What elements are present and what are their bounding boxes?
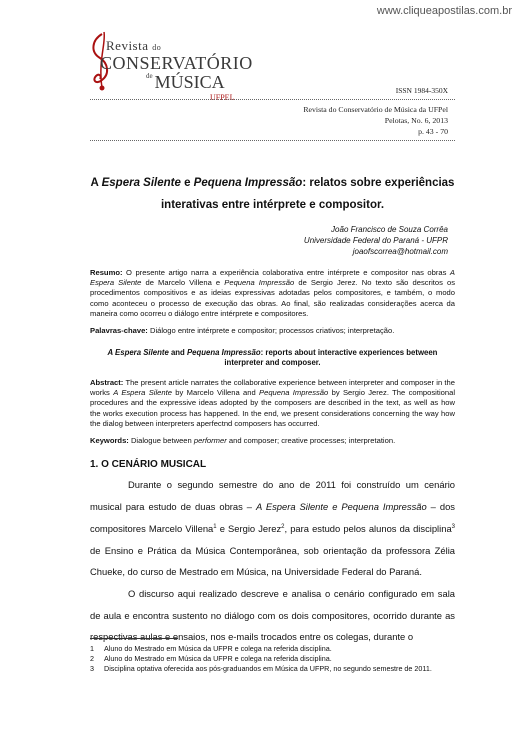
title-work1: Espera Silente <box>101 177 181 189</box>
resumo-text: O presente artigo narra a experiência colaborativa entre intérprete e compositor nas obras <box>122 268 450 277</box>
abstract-work1: A Espera Silente <box>113 388 172 398</box>
en-title-part: and <box>168 348 187 357</box>
palavras-label: Palavras-chave: <box>90 326 148 335</box>
issn: ISSN 1984-350X <box>395 86 448 95</box>
p1-text: – dos compositores Marcelo Villena <box>90 500 455 535</box>
footnote-item <box>90 664 455 674</box>
keywords-text: and composer; creative processes; interpretation. <box>226 436 396 445</box>
palavras-chave <box>90 326 455 336</box>
body-paragraph-1 <box>90 474 455 583</box>
keywords-label: Keywords: <box>90 436 129 445</box>
title-work2: Pequena Impressão <box>193 177 303 189</box>
abstract-text: by Sergio Jerez. The compositional procedures and the expressive ideas adopted by the composers are described in the text, as well as how the works execution process has happened. In the end, we present considerations concerning the way how the dialog between interpreters aperfectnd composers has occurred. <box>90 388 456 428</box>
abstract-text: The present article narrates the collaborative experience between interpreter and composer in the works <box>90 378 455 398</box>
publication-info <box>303 104 448 137</box>
resumo-paragraph <box>90 268 455 319</box>
resumo-text: de Marcelo Villena e <box>141 278 225 288</box>
page-range: p. 43 - 70 <box>418 127 448 136</box>
footnote-ref-1[interactable]: 1 <box>213 524 217 530</box>
p1-text: e Sergio Jerez <box>216 523 282 535</box>
keywords <box>90 436 455 446</box>
footnote-item <box>90 654 455 664</box>
title-part: A <box>90 177 102 189</box>
resumo-work1: A Espera Silente <box>90 268 455 288</box>
en-title-work2: Pequena Impressão <box>186 348 261 357</box>
author-email: joaofscorrea@hotmail.com <box>352 247 448 256</box>
paper-title <box>90 172 455 216</box>
footnote-number: 1 <box>90 644 94 653</box>
footnote-ref-3[interactable]: 3 <box>451 524 455 530</box>
title-line2: interativas entre intérprete e compositor. <box>160 199 385 211</box>
author-affiliation: Universidade Federal do Paraná - UFPR <box>303 236 448 245</box>
issue-info: Pelotas, No. 6, 2013 <box>384 116 448 125</box>
logo-line-musica <box>146 72 225 93</box>
header-rule-bottom <box>90 140 455 141</box>
footnote-text: Aluno do Mestrado em Música da UFPR e colega na referida disciplina. <box>104 654 332 663</box>
p1-text: Durante o segundo semestre do ano de 2011 foi construído um cenário musical para estudo de duas obras – <box>90 479 455 512</box>
logo-word-de: de <box>146 72 153 80</box>
abstract-label: Abstract: <box>90 378 124 387</box>
title-part: e <box>180 177 194 189</box>
abstract-text: by Marcelo Villena and <box>171 388 260 398</box>
abstract-work2: Pequena Impressão <box>259 388 329 398</box>
en-title-work1: A Espera Silente <box>107 348 169 357</box>
footnote-number: 3 <box>90 664 94 673</box>
author-name: João Francisco de Souza Corrêa <box>331 225 448 234</box>
footnote-number: 2 <box>90 654 94 663</box>
footnote-text: Aluno do Mestrado em Música da UFPR e colega na referida disciplina. <box>104 644 332 653</box>
english-title <box>90 348 455 368</box>
keywords-performer: performer <box>193 436 227 445</box>
footnotes <box>90 644 455 674</box>
logo-line-revista <box>106 38 161 54</box>
logo-word-do: do <box>152 43 162 52</box>
keywords-text: Dialogue between <box>128 436 194 445</box>
resumo-work2: Pequena Impressão <box>224 278 295 288</box>
p1-works: A Espera Silente e Pequena Impressão <box>255 500 427 512</box>
footnote-rule <box>90 638 178 639</box>
journal-logo <box>88 30 253 102</box>
logo-word-revista: Revista <box>106 38 149 53</box>
abstract-paragraph <box>90 378 455 429</box>
journal-name: Revista do Conservatório de Música da UFPel <box>303 105 448 114</box>
p2-text: O discurso aqui realizado descreve e analisa o cenário configurado em sala de aula e encontra sustento no diálogo com os dois compositores, ocorrido durante as respectivas aulas e ensaios, nos e-mails trocados entre os colegas, durante o <box>90 588 455 642</box>
en-title-part: : reports about interactive experiences between <box>260 348 438 357</box>
p1-text: , para estudo pelos alunos da disciplina <box>284 523 452 535</box>
watermark-url: www.cliqueapostilas.com.br <box>376 5 512 17</box>
p1-text: de Ensino e Prática da Música Contemporânea, sob orientação da professora Zélia Chueke, do curso de Mestrado em Música, na Universidade Federal do Paraná. <box>90 544 455 578</box>
header-rule-top <box>90 99 455 100</box>
logo-ufpel: UFPEL <box>210 93 235 102</box>
resumo-text: de Sergio Jerez. No texto são descritos os procedimentos compositivos e as ideias expressivas adotadas pelos compositores, e também, o modo como aconteceu o processo de execução das obras. Ao final, são realizadas considerações acerca da maneira como ocorreu o diálogo entre intérprete e compositores. <box>90 278 456 318</box>
section-heading: 1. O CENÁRIO MUSICAL <box>90 459 207 470</box>
footnote-ref-2[interactable]: 2 <box>281 524 285 530</box>
resumo-label: Resumo: <box>90 268 123 277</box>
logo-word-musica: MÚSICA <box>154 72 225 92</box>
footnote-item <box>90 644 455 654</box>
footnote-text: Disciplina optativa oferecida aos pós-graduandos em Música da UFPR, no segundo semestre de 2011. <box>104 664 432 673</box>
logo-line-conservatorio: CONSERVATÓRIO <box>100 53 253 73</box>
palavras-text: Diálogo entre intérprete e compositor; processos criativos; interpretação. <box>147 326 395 335</box>
en-title-line2: interpreter and composer. <box>224 358 321 367</box>
title-part: : relatos sobre experiências <box>302 177 455 189</box>
author-block <box>304 224 448 257</box>
